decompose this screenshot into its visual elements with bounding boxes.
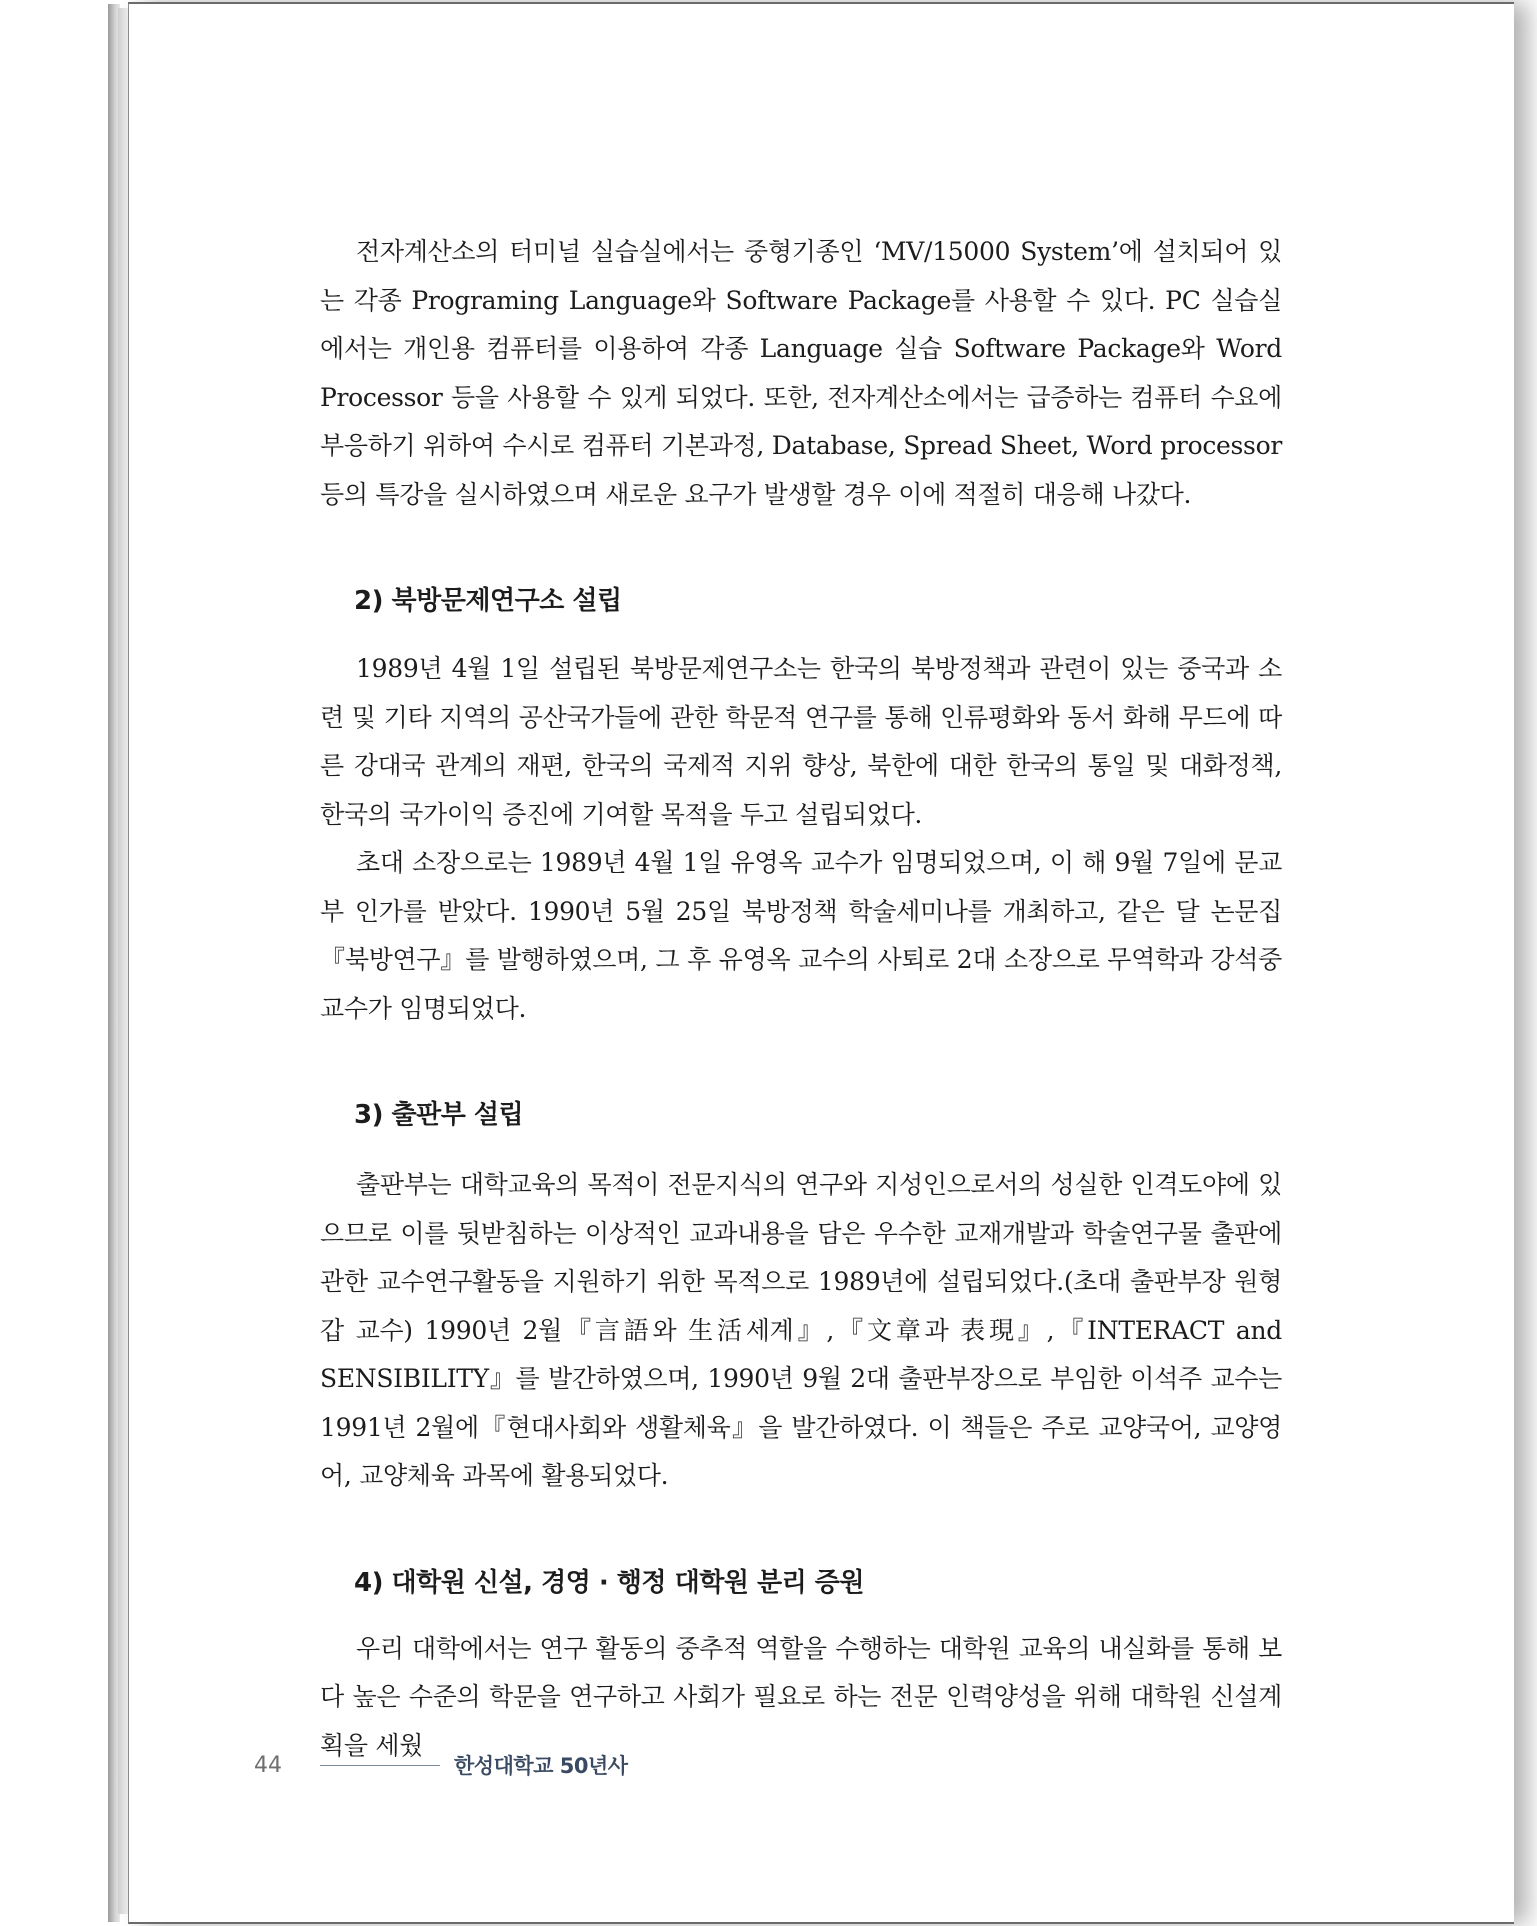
intro-paragraph: 전자계산소의 터미널 실습실에서는 중형기종인 ‘MV/15000 System’에 설치되어 있는 각종 Programing Language와 Software Package를 사용할 수 있다. PC 실습실에서는 개인용 컴퓨터를 이용하여 각종 Language 실습 Software Package와 Word Processor 등을 사용할 수 있게 되었다. 또한, 전자계산소에서는 급증하는 컴퓨터 수요에 부응하기 위하여 수시로 컴퓨터 기본과정, Database, Spread Sheet, Word processor 등의 특강을 실시하였으며 새로운 요구가 발생할 경우 이에 적절히 대응해 나갔다. — [320, 237, 1282, 509]
paragraph: 1989년 4월 1일 설립된 북방문제연구소는 한국의 북방정책과 관련이 있는 중국과 소련 및 기타 지역의 공산국가들에 관한 학문적 연구를 통해 인류평화와 동서 화해 무드에 따른 강대국 관계의 재편, 한국의 국제적 지위 향상, 북한에 대한 한국의 통일 및 대화정책, 한국의 국가이익 증진에 기여할 목적을 두고 설립되었다. — [320, 654, 1282, 829]
paragraph: 우리 대학에서는 연구 활동의 중추적 역할을 수행하는 대학원 교육의 내실화를 통해 보다 높은 수준의 학문을 연구하고 사회가 필요로 하는 전문 인력양성을 위해 대학원 신설계획을 세웠 — [320, 1633, 1282, 1760]
section-heading-northern-research: 2) 북방문제연구소 설립 — [354, 586, 622, 616]
section-heading-graduate-school: 4) 대학원 신설, 경영 · 행정 대학원 분리 증원 — [354, 1567, 864, 1598]
book-title: 한성대학교 50년사 — [454, 1754, 628, 1778]
paragraph: 초대 소장으로는 1989년 4월 1일 유영옥 교수가 임명되었으며, 이 해 9월 7일에 문교부 인가를 받았다. 1990년 5월 25일 북방정책 학술세미나를 개최하고, 같은 달 논문집『북방연구』를 발행하였으며, 그 후 유영옥 교수의 사퇴로 2대 소장으로 무역학과 강석중 교수가 임명되었다. — [320, 848, 1282, 1023]
book-page-edge-inner — [118, 8, 128, 1914]
page-number: 44 — [254, 1752, 282, 1778]
page-content — [320, 228, 1282, 1770]
section-heading-publishing: 3) 출판부 설립 — [354, 1100, 524, 1130]
footer-divider — [320, 1765, 440, 1766]
paragraph: 출판부는 대학교육의 목적이 전문지식의 연구와 지성인으로서의 성실한 인격도야에 있으므로 이를 뒷받침하는 이상적인 교과내용을 담은 우수한 교재개발과 학술연구물 출판에 관한 교수연구활동을 지원하기 위한 목적으로 1989년에 설립되었다.(초대 출판부장 원형갑 교수) 1990년 2월『言語와 生活세계』,『文章과 表現』,『INTERACT and SENSIBILITY』를 발간하였으며, 1990년 9월 2대 출판부장으로 부임한 이석주 교수는 1991년 2월에『현대사회와 생활체육』을 발간하였다. 이 책들은 주로 교양국어, 교양영어, 교양체육 과목에 활용되었다. — [320, 1170, 1282, 1490]
page-footer — [254, 1748, 628, 1782]
